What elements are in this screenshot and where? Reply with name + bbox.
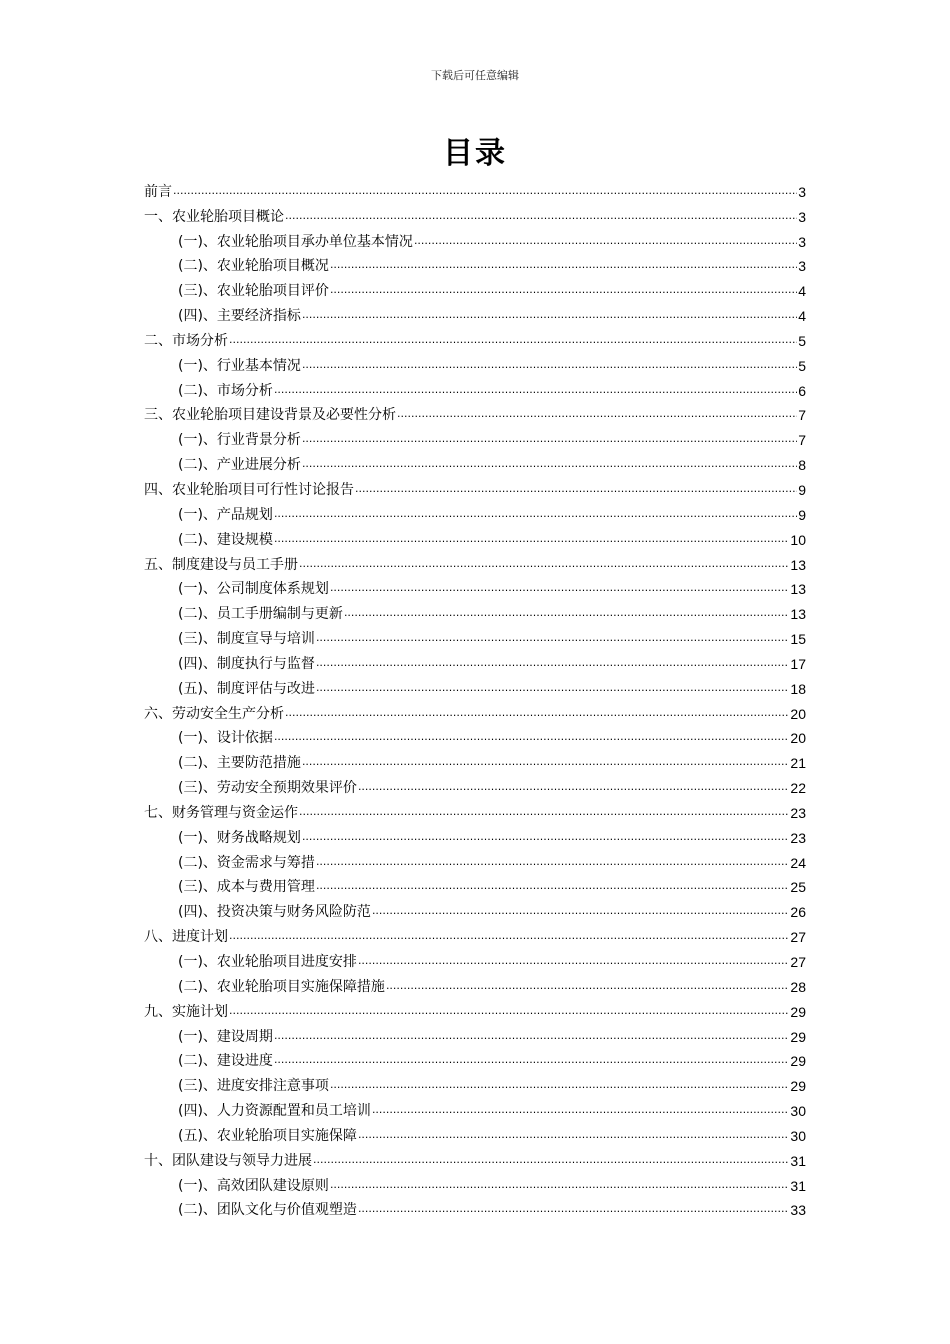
- toc-dot-leader: [229, 333, 797, 347]
- toc-entry-page-number: 6: [798, 382, 806, 399]
- toc-entry-label: (一)、高效团队建设原则: [178, 1177, 329, 1194]
- toc-entry[interactable]: [144, 1021, 806, 1046]
- toc-entry-label: (一)、财务战略规划: [178, 829, 301, 846]
- toc-entry-label: 十、团队建设与领导力进展: [144, 1152, 312, 1169]
- toc-dot-leader: [229, 929, 789, 943]
- toc-entry-page-number: 25: [790, 879, 806, 896]
- toc-dot-leader: [302, 457, 797, 471]
- toc-entry-page-number: 22: [790, 780, 806, 797]
- toc-dot-leader: [274, 730, 789, 744]
- toc-dot-leader: [302, 432, 797, 446]
- toc-entry-page-number: 29: [790, 1053, 806, 1070]
- toc-entry[interactable]: [144, 1195, 806, 1220]
- toc-dot-leader: [358, 954, 789, 968]
- toc-dot-leader: [229, 1004, 789, 1018]
- toc-dot-leader: [173, 184, 797, 198]
- toc-entry-page-number: 27: [790, 954, 806, 970]
- toc-dot-leader: [299, 805, 789, 819]
- toc-dot-leader: [274, 1029, 789, 1043]
- toc-entry-label: (三)、劳动安全预期效果评价: [178, 780, 357, 797]
- toc-entry[interactable]: [144, 176, 806, 201]
- toc-entry-label: (一)、农业轮胎项目承办单位基本情况: [178, 233, 413, 250]
- toc-entry[interactable]: [144, 723, 806, 748]
- toc-entry-label: (二)、团队文化与价值观塑造: [178, 1202, 357, 1219]
- toc-dot-leader: [330, 581, 789, 595]
- toc-entry[interactable]: [144, 1170, 806, 1195]
- toc-dot-leader: [330, 258, 797, 272]
- toc-entry-label: 三、农业轮胎项目建设背景及必要性分析: [144, 407, 396, 424]
- toc-dot-leader: [355, 482, 797, 496]
- toc-entry[interactable]: [144, 1046, 806, 1071]
- toc-entry-label: 六、劳动安全生产分析: [144, 705, 284, 722]
- table-of-contents: [144, 176, 806, 1219]
- toc-entry-page-number: 21: [790, 755, 806, 772]
- toc-dot-leader: [302, 358, 797, 372]
- toc-entry[interactable]: [144, 1120, 806, 1145]
- toc-entry-label: (三)、进度安排注意事项: [178, 1078, 329, 1095]
- toc-entry[interactable]: [144, 598, 806, 623]
- toc-entry[interactable]: [144, 971, 806, 996]
- toc-entry[interactable]: [144, 400, 806, 425]
- toc-dot-leader: [330, 1178, 789, 1192]
- toc-entry-label: (二)、农业轮胎项目实施保障措施: [178, 978, 385, 995]
- toc-entry-label: (一)、产品规划: [178, 506, 273, 523]
- toc-dot-leader: [414, 234, 797, 248]
- toc-dot-leader: [358, 1202, 789, 1216]
- toc-entry-page-number: 27: [790, 929, 806, 946]
- toc-dot-leader: [372, 1103, 789, 1117]
- toc-entry-page-number: 18: [790, 680, 806, 697]
- toc-entry[interactable]: [144, 1145, 806, 1170]
- toc-entry-label: 八、进度计划: [144, 929, 228, 946]
- toc-entry-page-number: 17: [790, 655, 806, 672]
- toc-entry[interactable]: [144, 921, 806, 946]
- toc-dot-leader: [358, 1128, 789, 1142]
- toc-dot-leader: [316, 879, 789, 893]
- toc-entry-page-number: 4: [798, 283, 806, 300]
- toc-entry-page-number: 29: [790, 1003, 806, 1020]
- toc-entry-page-number: 3: [798, 183, 806, 200]
- toc-entry-label: (三)、成本与费用管理: [178, 879, 315, 896]
- toc-entry[interactable]: [144, 424, 806, 449]
- toc-entry-page-number: 15: [790, 631, 806, 648]
- toc-entry[interactable]: [144, 524, 806, 549]
- toc-entry[interactable]: [144, 325, 806, 350]
- toc-entry-label: 四、农业轮胎项目可行性讨论报告: [144, 481, 354, 498]
- toc-entry[interactable]: [144, 673, 806, 698]
- toc-entry-page-number: 7: [798, 407, 806, 424]
- toc-entry-page-number: 9: [798, 506, 806, 523]
- toc-entry-label: 二、市场分析: [144, 332, 228, 349]
- toc-entry-label: (二)、资金需求与筹措: [178, 854, 315, 871]
- toc-entry[interactable]: [144, 996, 806, 1021]
- toc-entry-label: 一、农业轮胎项目概论: [144, 208, 284, 225]
- toc-entry-page-number: 9: [798, 481, 806, 498]
- toc-dot-leader: [358, 780, 789, 794]
- toc-entry[interactable]: [144, 1070, 806, 1095]
- toc-dot-leader: [344, 606, 789, 620]
- toc-entry[interactable]: [144, 201, 806, 226]
- toc-entry[interactable]: [144, 797, 806, 822]
- toc-dot-leader: [316, 855, 789, 869]
- toc-entry[interactable]: [144, 574, 806, 599]
- toc-entry-label: (三)、制度宣导与培训: [178, 631, 315, 648]
- toc-entry-page-number: 30: [790, 1127, 806, 1144]
- toc-entry-page-number: 3: [798, 208, 806, 225]
- toc-entry-page-number: 29: [790, 1028, 806, 1045]
- toc-entry-page-number: 10: [790, 531, 806, 548]
- toc-dot-leader: [316, 681, 789, 695]
- toc-entry-page-number: 13: [790, 556, 806, 573]
- toc-entry-page-number: 4: [798, 308, 806, 325]
- toc-entry[interactable]: [144, 350, 806, 375]
- toc-dot-leader: [302, 755, 789, 769]
- toc-entry-label: (二)、农业轮胎项目概况: [178, 258, 329, 275]
- toc-entry-label: 九、实施计划: [144, 1003, 228, 1020]
- toc-entry-page-number: 8: [798, 457, 806, 474]
- toc-entry-label: 五、制度建设与员工手册: [144, 556, 298, 573]
- toc-entry-label: (二)、市场分析: [178, 382, 273, 399]
- toc-dot-leader: [372, 904, 789, 918]
- toc-entry-label: (二)、产业进展分析: [178, 457, 301, 474]
- toc-entry-page-number: 20: [790, 705, 806, 722]
- toc-entry-page-number: 20: [790, 730, 806, 747]
- header-note: 下载后可任意编辑: [431, 69, 519, 82]
- toc-entry-page-number: 23: [790, 829, 806, 846]
- toc-entry[interactable]: [144, 1095, 806, 1120]
- toc-entry-label: 七、财务管理与资金运作: [144, 804, 298, 821]
- toc-entry-label: (一)、公司制度体系规划: [178, 581, 329, 598]
- toc-entry[interactable]: [144, 698, 806, 723]
- toc-entry-page-number: 5: [798, 332, 806, 349]
- toc-entry-label: (一)、设计依据: [178, 730, 273, 747]
- toc-entry[interactable]: [144, 896, 806, 921]
- toc-entry-label: (三)、农业轮胎项目评价: [178, 283, 329, 300]
- toc-entry-label: 前言: [144, 183, 172, 200]
- toc-entry[interactable]: [144, 226, 806, 251]
- toc-dot-leader: [316, 656, 789, 670]
- toc-dot-leader: [274, 532, 789, 546]
- toc-entry-label: (五)、农业轮胎项目实施保障: [178, 1127, 357, 1144]
- toc-entry[interactable]: [144, 847, 806, 872]
- toc-dot-leader: [316, 631, 789, 645]
- toc-dot-leader: [285, 209, 797, 223]
- toc-dot-leader: [330, 1078, 789, 1092]
- toc-entry-label: (二)、建设规模: [178, 531, 273, 548]
- toc-entry[interactable]: [144, 549, 806, 574]
- toc-entry-page-number: 5: [798, 357, 806, 374]
- toc-dot-leader: [330, 283, 797, 297]
- toc-dot-leader: [274, 383, 797, 397]
- toc-entry-page-number: 24: [790, 854, 806, 871]
- toc-entry-label: (四)、主要经济指标: [178, 308, 301, 325]
- toc-entry[interactable]: [144, 946, 806, 971]
- toc-entry-page-number: 23: [790, 804, 806, 821]
- toc-entry-label: (一)、行业基本情况: [178, 357, 301, 374]
- toc-entry[interactable]: [144, 449, 806, 474]
- toc-dot-leader: [302, 830, 789, 844]
- toc-dot-leader: [274, 507, 797, 521]
- toc-entry-page-number: 13: [790, 606, 806, 623]
- toc-entry[interactable]: [144, 375, 806, 400]
- toc-dot-leader: [285, 706, 789, 720]
- toc-entry-page-number: 29: [790, 1078, 806, 1095]
- toc-entry[interactable]: [144, 275, 806, 300]
- toc-entry-label: (二)、员工手册编制与更新: [178, 606, 343, 623]
- toc-entry[interactable]: [144, 747, 806, 772]
- toc-entry[interactable]: [144, 772, 806, 797]
- toc-entry-page-number: 7: [798, 432, 806, 449]
- toc-entry-page-number: 3: [798, 258, 806, 275]
- toc-dot-leader: [313, 1153, 789, 1167]
- toc-entry[interactable]: [144, 300, 806, 325]
- toc-entry-page-number: 31: [790, 1177, 806, 1194]
- toc-entry-label: (四)、投资决策与财务风险防范: [178, 904, 371, 921]
- toc-entry[interactable]: [144, 872, 806, 897]
- toc-dot-leader: [397, 407, 797, 421]
- toc-entry[interactable]: [144, 499, 806, 524]
- toc-entry-page-number: 33: [790, 1202, 806, 1219]
- toc-entry-page-number: 13: [790, 581, 806, 598]
- page-title: 目录: [443, 136, 507, 171]
- toc-entry-label: (四)、制度执行与监督: [178, 655, 315, 672]
- toc-dot-leader: [274, 1053, 789, 1067]
- toc-entry-label: (一)、行业背景分析: [178, 432, 301, 449]
- toc-dot-leader: [299, 557, 789, 571]
- toc-entry-label: (二)、建设进度: [178, 1053, 273, 1070]
- toc-entry-label: (一)、农业轮胎项目进度安排: [178, 954, 357, 970]
- toc-entry[interactable]: [144, 822, 806, 847]
- toc-entry-label: (二)、主要防范措施: [178, 755, 301, 772]
- toc-entry-page-number: 31: [790, 1152, 806, 1169]
- toc-dot-leader: [302, 308, 797, 322]
- toc-entry-label: (五)、制度评估与改进: [178, 680, 315, 697]
- toc-dot-leader: [386, 979, 789, 993]
- toc-entry[interactable]: [144, 648, 806, 673]
- toc-entry-label: (一)、建设周期: [178, 1028, 273, 1045]
- toc-entry-label: (四)、人力资源配置和员工培训: [178, 1103, 371, 1120]
- toc-entry[interactable]: [144, 251, 806, 276]
- toc-entry-page-number: 30: [790, 1103, 806, 1120]
- toc-entry[interactable]: [144, 474, 806, 499]
- toc-entry[interactable]: [144, 623, 806, 648]
- toc-entry-page-number: 28: [790, 978, 806, 995]
- toc-entry-page-number: 3: [798, 233, 806, 250]
- toc-entry-page-number: 26: [790, 904, 806, 921]
